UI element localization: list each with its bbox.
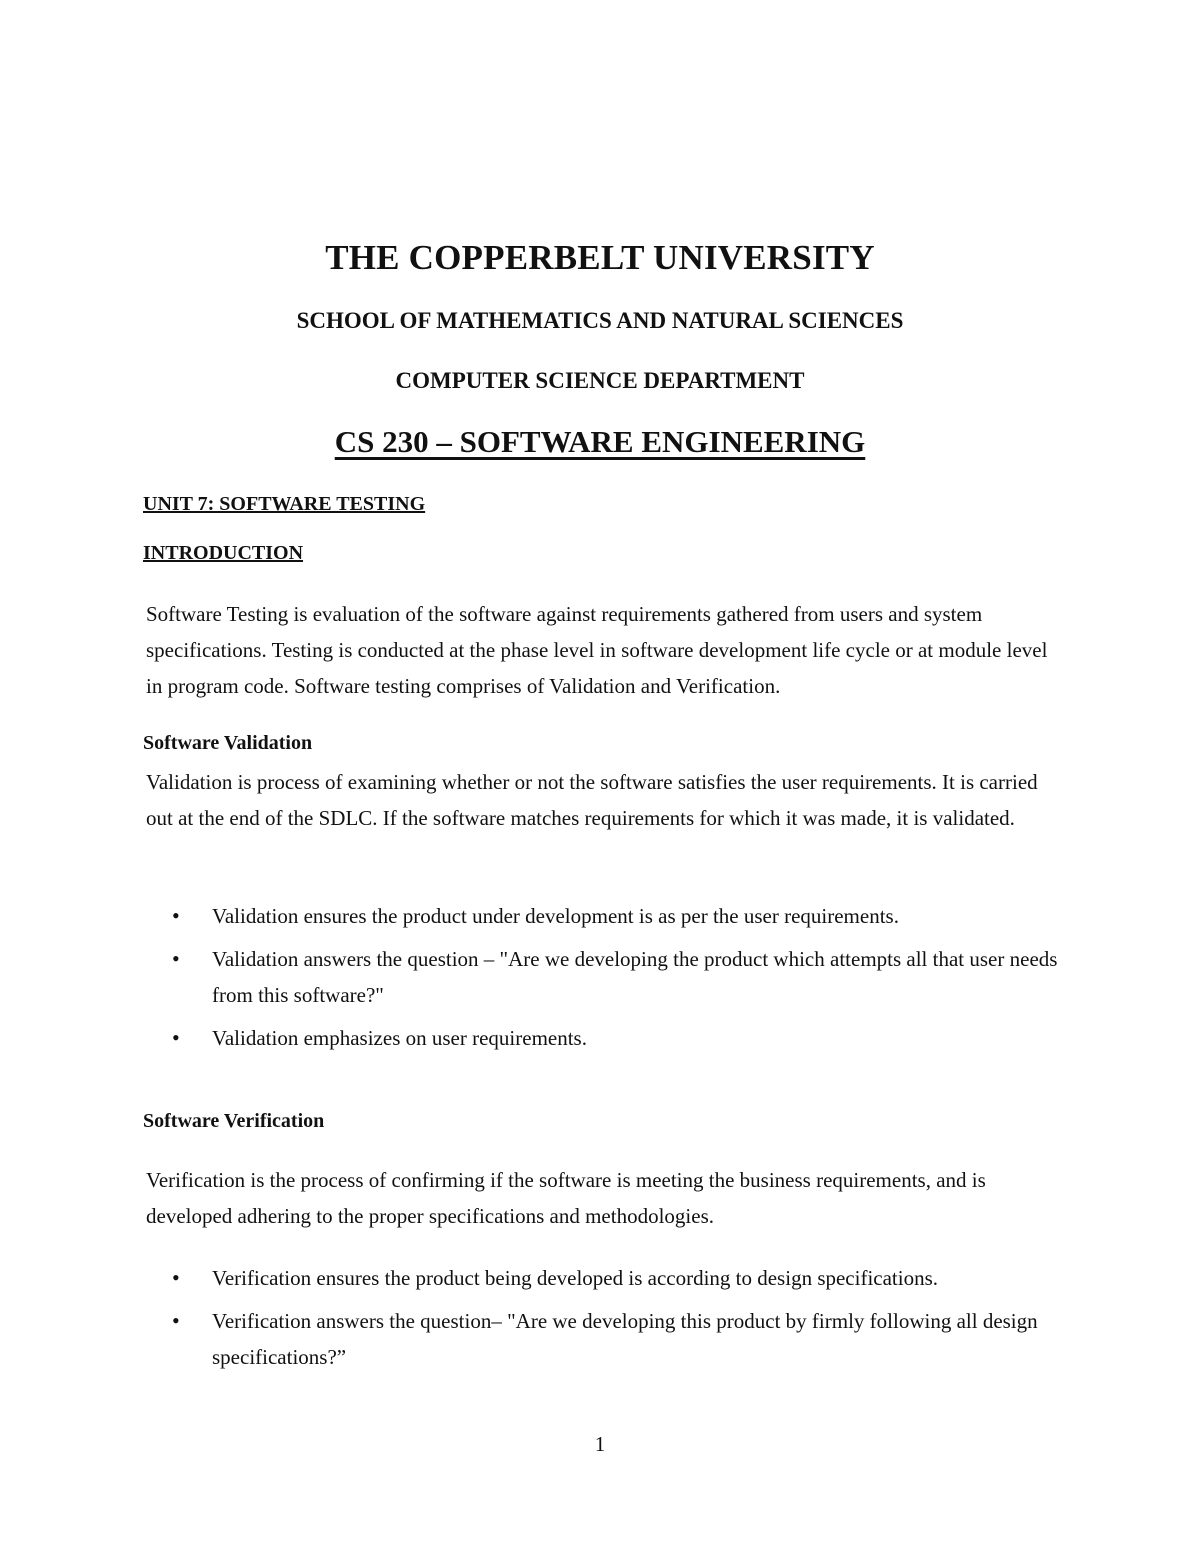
list-item: • Validation ensures the product under development is as per the user requirements. <box>172 898 1072 934</box>
university-title: THE COPPERBELT UNIVERSITY <box>325 238 875 277</box>
intro-paragraph: Software Testing is evaluation of the software against requirements gathered from users and system specifications. Testing is conducted at the phase level in software development life cycle or at module level in program code. Software testing comprises of Validation and Verification. <box>146 602 1048 698</box>
school-heading: SCHOOL OF MATHEMATICS AND NATURAL SCIENCES <box>296 308 904 333</box>
intro-heading: INTRODUCTION <box>143 542 304 564</box>
list-item: • Verification answers the question– "Are we developing this product by firmly following all design specifications?” <box>172 1303 1072 1375</box>
validation-bullet-list <box>172 898 1072 1063</box>
verification-paragraph: Verification is the process of confirming if the software is meeting the business requirements, and is developed adhering to the proper specifications and methodologies. <box>146 1168 986 1228</box>
verification-heading: Software Verification <box>143 1110 325 1132</box>
page-number: 1 <box>594 1432 606 1456</box>
course-title: CS 230 – SOFTWARE ENGINEERING <box>334 424 866 459</box>
validation-heading: Software Validation <box>143 732 313 754</box>
unit-heading: UNIT 7: SOFTWARE TESTING <box>143 493 426 515</box>
list-item: • Validation answers the question – "Are we developing the product which attempts all that user needs from this software?" <box>172 941 1072 1013</box>
verification-bullet-list <box>172 1260 1072 1382</box>
list-item: • Verification ensures the product being developed is according to design specifications. <box>172 1260 1072 1296</box>
validation-paragraph: Validation is process of examining whether or not the software satisfies the user requirements. It is carried out at the end of the SDLC. If the software matches requirements for which it was made, it is validated. <box>146 770 1038 830</box>
department-heading: COMPUTER SCIENCE DEPARTMENT <box>395 368 805 393</box>
list-item: • Validation emphasizes on user requirements. <box>172 1020 1072 1056</box>
